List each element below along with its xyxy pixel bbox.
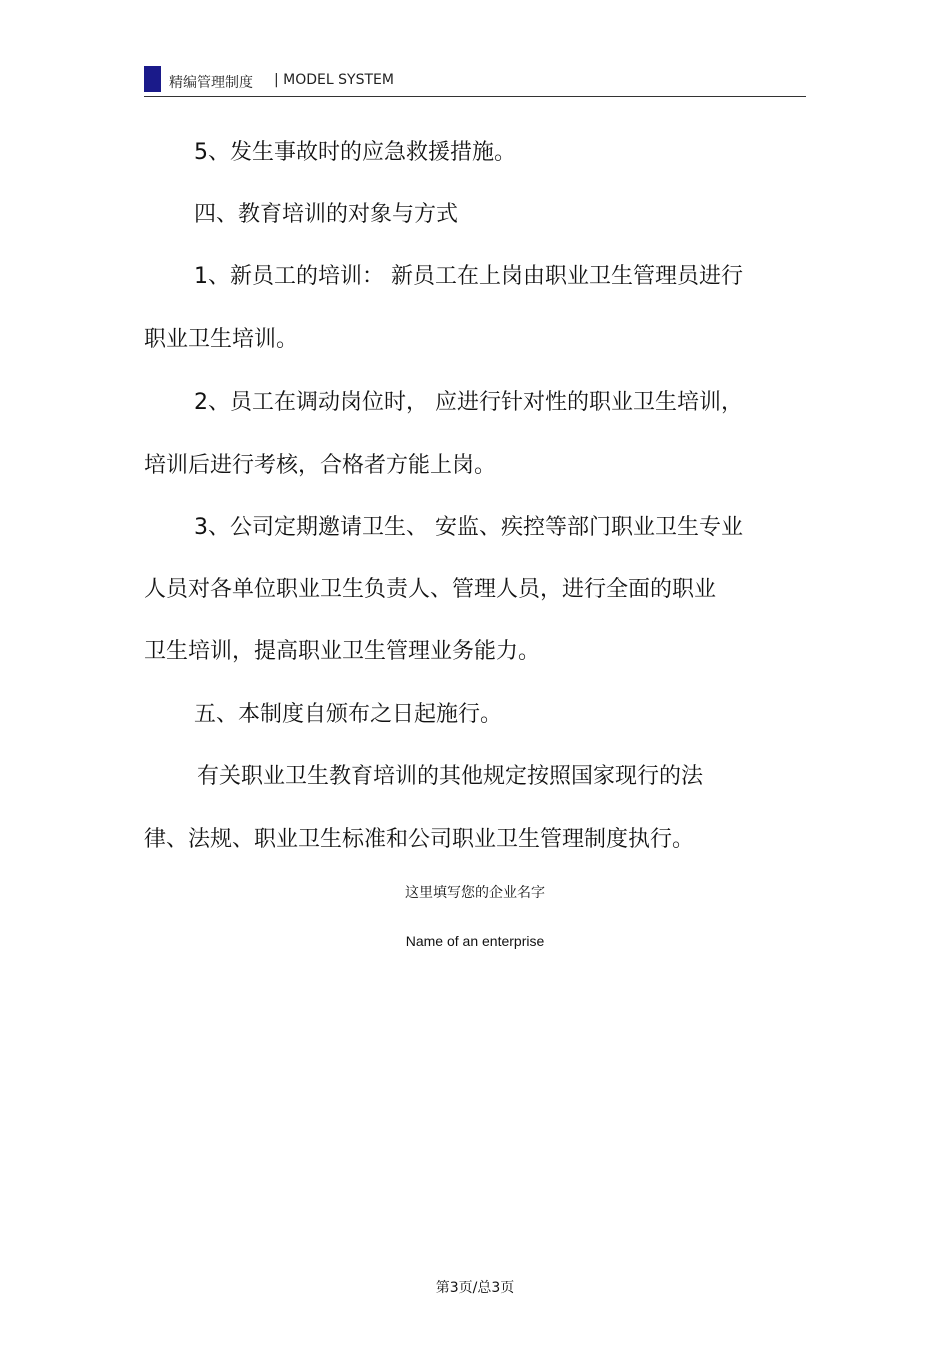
- body-line-7: 3、公司定期邀请卫生、 安监、疾控等部门职业卫生专业: [194, 515, 743, 540]
- logo-icon: [144, 66, 161, 92]
- body-line-10: 五、本制度自颁布之日起施行。: [194, 702, 503, 727]
- body-line-11: 有关职业卫生教育培训的其他规定按照国家现行的法: [197, 764, 704, 789]
- body-line-6: 培训后进行考核，合格者方能上岗。: [144, 453, 497, 478]
- body-line-2: 四、教育培训的对象与方式: [194, 202, 459, 227]
- page-header: [144, 66, 806, 97]
- body-line-4: 职业卫生培训。: [144, 327, 299, 352]
- body-line-5: 2、员工在调动岗位时， 应进行针对性的职业卫生培训，: [194, 390, 743, 415]
- body-line-9: 卫生培训，提高职业卫生管理业务能力。: [144, 639, 541, 664]
- body-line-8: 人员对各单位职业卫生负责人、管理人员，进行全面的职业: [144, 577, 717, 602]
- enterprise-name-en: Name of an enterprise: [405, 933, 545, 949]
- body-line-12: 律、法规、职业卫生标准和公司职业卫生管理制度执行。: [144, 827, 695, 852]
- body-line-3: 1、新员工的培训： 新员工在上岗由职业卫生管理员进行: [194, 264, 743, 289]
- header-brand: 精编管理制度: [169, 75, 253, 91]
- body-line-1: 5、发生事故时的应急救援措施。: [194, 140, 516, 165]
- enterprise-name-cn: 这里填写您的企业名字: [405, 885, 545, 901]
- header-model: | MODEL SYSTEM: [274, 72, 394, 88]
- page-number: 第3页/总3页: [435, 1280, 515, 1296]
